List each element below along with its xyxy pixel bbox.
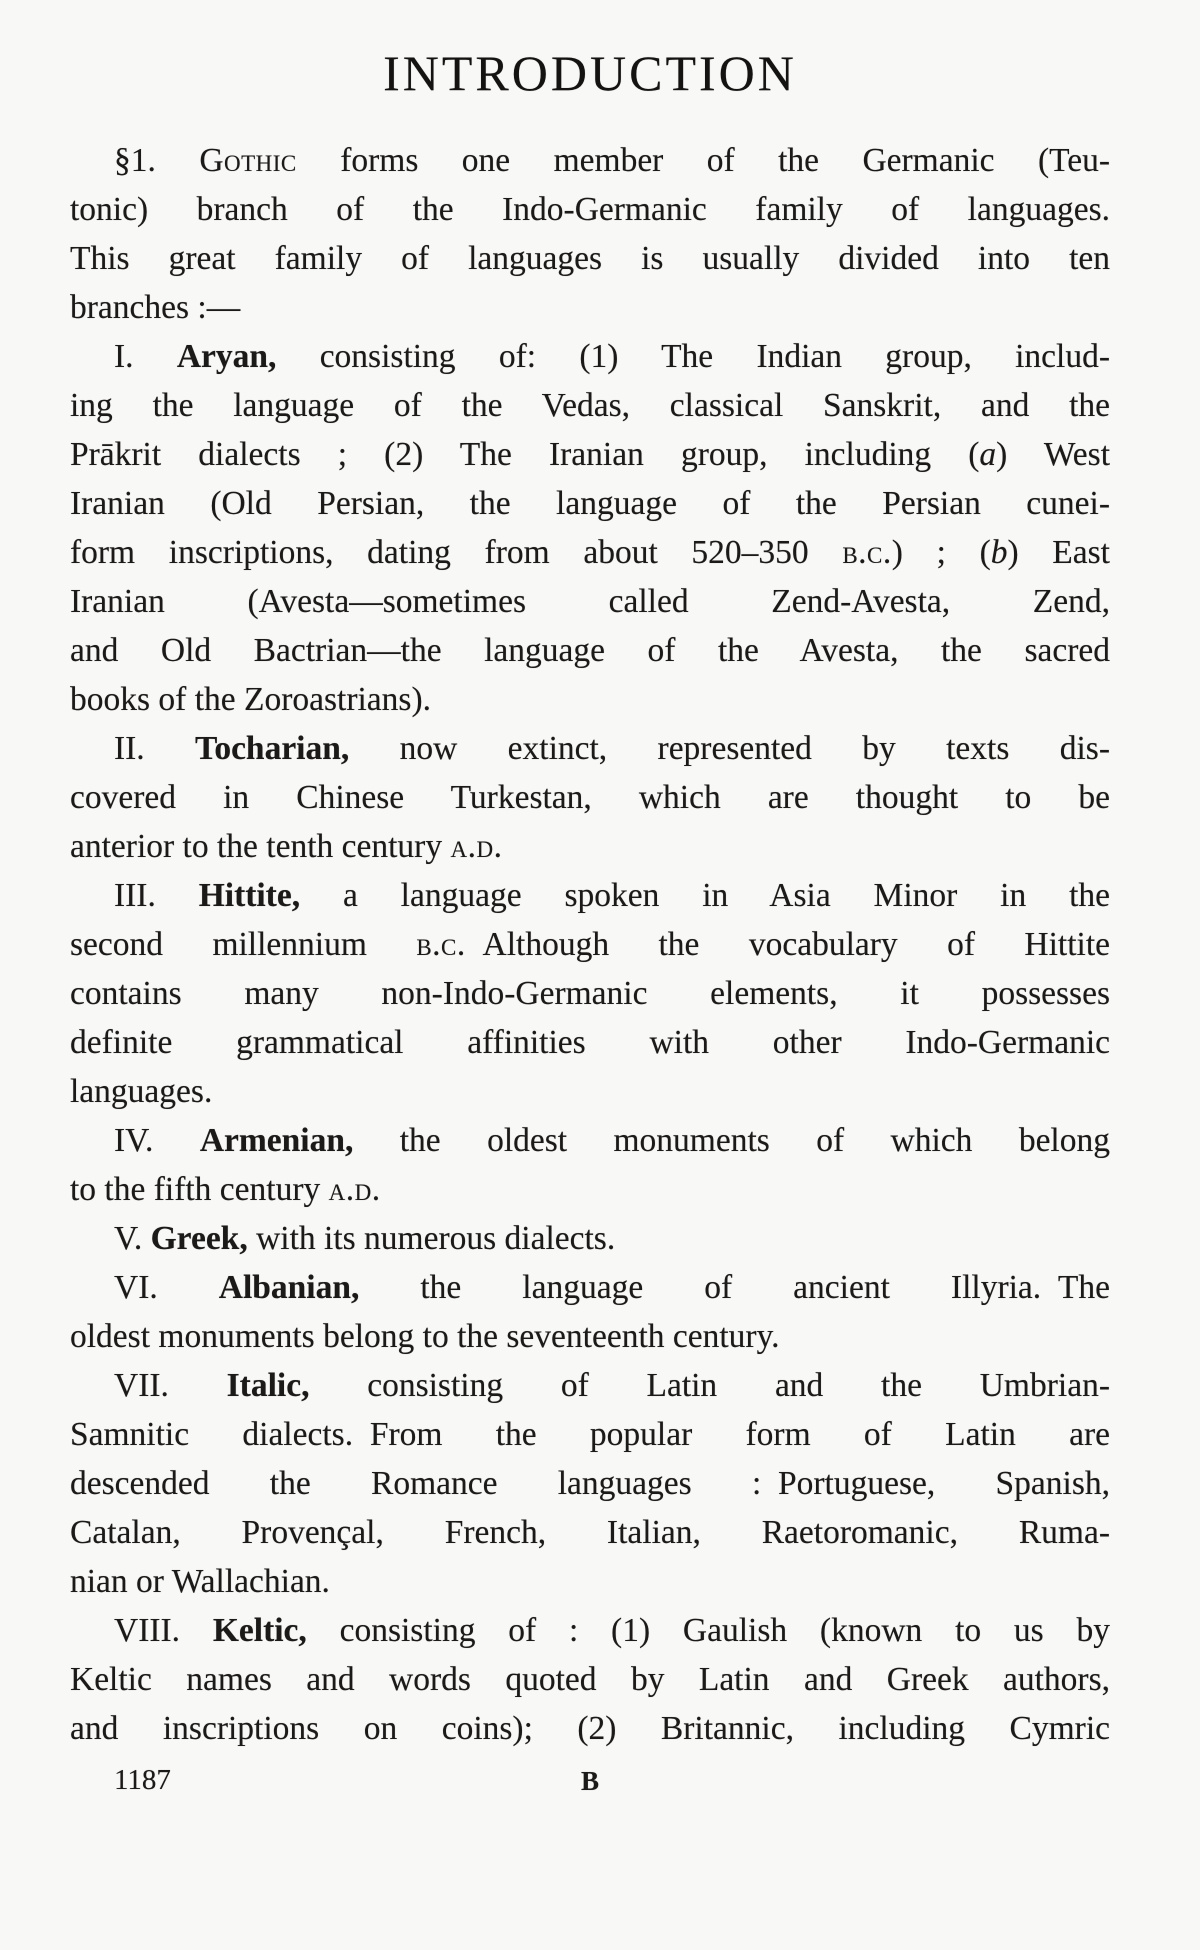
text-segment: a.d. <box>328 1171 381 1208</box>
text-segment: consisting of : (1) Gaulish (known to us by <box>306 1612 1110 1649</box>
text-segment: anterior to the tenth century <box>70 828 451 865</box>
text-segment: Tocharian, <box>195 730 350 767</box>
text-line <box>70 1214 1110 1263</box>
text-segment: ing the language of the Vedas, classical Sanskrit, and the <box>70 387 1110 424</box>
page-footer <box>70 1764 1110 1808</box>
text-segment: b.c. <box>842 534 892 571</box>
text-segment: and Old Bactrian—the language of the Avesta, the sacred <box>70 632 1110 669</box>
text-line <box>70 1361 1110 1410</box>
text-segment: ) ; ( <box>891 534 991 571</box>
text-segment: tonic) branch of the Indo-Germanic family of languages. <box>70 191 1110 228</box>
text-segment: Keltic names and words quoted by Latin and Greek authors, <box>70 1661 1110 1698</box>
text-segment: Catalan, Provençal, French, Italian, Raetoromanic, Ruma- <box>70 1514 1110 1551</box>
text-segment: nian or Wallachian. <box>70 1563 330 1600</box>
text-segment: Albanian, <box>218 1269 360 1306</box>
text-line <box>70 1018 1110 1067</box>
text-segment: now extinct, represented by texts dis- <box>349 730 1110 767</box>
text-segment: Greek, <box>150 1220 248 1257</box>
text-line <box>70 1704 1110 1753</box>
text-segment: §1. <box>114 142 200 179</box>
text-segment: covered in Chinese Turkestan, which are thought to be <box>70 779 1110 816</box>
text-body <box>70 136 1110 1753</box>
text-segment: Gothic <box>199 142 297 179</box>
footer-signature-mark: B <box>580 1766 599 1796</box>
text-segment: descended the Romance languages : Portuguese, Spanish, <box>70 1465 1110 1502</box>
text-line <box>70 234 1110 283</box>
text-segment: consisting of: (1) The Indian group, includ- <box>276 338 1110 375</box>
text-segment: consisting of Latin and the Umbrian- <box>309 1367 1110 1404</box>
text-line <box>70 1263 1110 1312</box>
text-segment: form inscriptions, dating from about 520–350 <box>70 534 843 571</box>
text-line <box>70 1655 1110 1704</box>
text-segment: the oldest monuments of which belong <box>353 1122 1110 1159</box>
text-segment: Hittite, <box>198 877 301 914</box>
text-line <box>70 1557 1110 1606</box>
text-segment: oldest monuments belong to the seventeenth century. <box>70 1318 780 1355</box>
text-segment: a language spoken in Asia Minor in the <box>300 877 1110 914</box>
text-segment: II. <box>114 730 196 767</box>
text-segment: VI. <box>114 1269 219 1306</box>
text-segment: a <box>979 436 997 473</box>
text-line <box>70 626 1110 675</box>
text-segment: and inscriptions on coins); (2) Britannic, including Cymric <box>70 1710 1110 1747</box>
text-segment: Although the vocabulary of Hittite <box>465 926 1110 963</box>
text-segment: a.d. <box>450 828 503 865</box>
text-line <box>70 1165 1110 1214</box>
text-segment: with its numerous dialects. <box>247 1220 616 1257</box>
text-segment: forms one member of the Germanic (Teu- <box>296 142 1110 179</box>
text-line <box>70 920 1110 969</box>
text-line <box>70 871 1110 920</box>
text-segment: Prākrit dialects ; (2) The Iranian group, including ( <box>70 436 980 473</box>
text-line <box>70 675 1110 724</box>
text-segment: definite grammatical affinities with other Indo-Germanic <box>70 1024 1110 1061</box>
text-segment: V. <box>114 1220 151 1257</box>
page-title: INTRODUCTION <box>383 45 797 101</box>
text-line <box>70 1459 1110 1508</box>
text-line <box>70 332 1110 381</box>
text-segment: b <box>990 534 1008 571</box>
text-line <box>70 1116 1110 1165</box>
text-line <box>70 773 1110 822</box>
text-line <box>70 528 1110 577</box>
text-segment: branches :— <box>70 289 241 326</box>
text-segment: b.c. <box>416 926 466 963</box>
text-line <box>70 1508 1110 1557</box>
text-segment: ) East <box>1007 534 1110 571</box>
text-segment: VII. <box>114 1367 227 1404</box>
text-line <box>70 1410 1110 1459</box>
text-segment: I. <box>114 338 177 375</box>
text-segment: Aryan, <box>176 338 277 375</box>
text-line <box>70 136 1110 185</box>
text-line <box>70 185 1110 234</box>
text-segment: contains many non-Indo-Germanic elements, it possesses <box>70 975 1110 1012</box>
text-segment: Italic, <box>226 1367 310 1404</box>
text-segment: III. <box>114 877 199 914</box>
text-line <box>70 724 1110 773</box>
text-line <box>70 381 1110 430</box>
footer-catalog-number: 1187 <box>114 1764 171 1796</box>
text-segment: This great family of languages is usually divided into ten <box>70 240 1110 277</box>
text-segment: Samnitic dialects. From the popular form of Latin are <box>70 1416 1110 1453</box>
text-line <box>70 1067 1110 1116</box>
text-line <box>70 479 1110 528</box>
text-segment: Iranian (Old Persian, the language of the Persian cunei- <box>70 485 1110 522</box>
text-segment: IV. <box>114 1122 200 1159</box>
text-segment: books of the Zoroastrians). <box>70 681 431 718</box>
text-segment: Iranian (Avesta—sometimes called Zend-Avesta, Zend, <box>70 583 1110 620</box>
text-segment: second millennium <box>70 926 417 963</box>
text-line <box>70 969 1110 1018</box>
text-segment: Keltic, <box>212 1612 307 1649</box>
text-line <box>70 1606 1110 1655</box>
text-line <box>70 430 1110 479</box>
text-segment: ) West <box>996 436 1110 473</box>
text-line <box>70 577 1110 626</box>
text-segment: Armenian, <box>199 1122 354 1159</box>
text-line <box>70 822 1110 871</box>
text-segment: the language of ancient Illyria. The <box>359 1269 1110 1306</box>
text-segment: VIII. <box>114 1612 213 1649</box>
text-segment: languages. <box>70 1073 213 1110</box>
text-line <box>70 1312 1110 1361</box>
text-line <box>70 283 1110 332</box>
text-segment: to the fifth century <box>70 1171 329 1208</box>
